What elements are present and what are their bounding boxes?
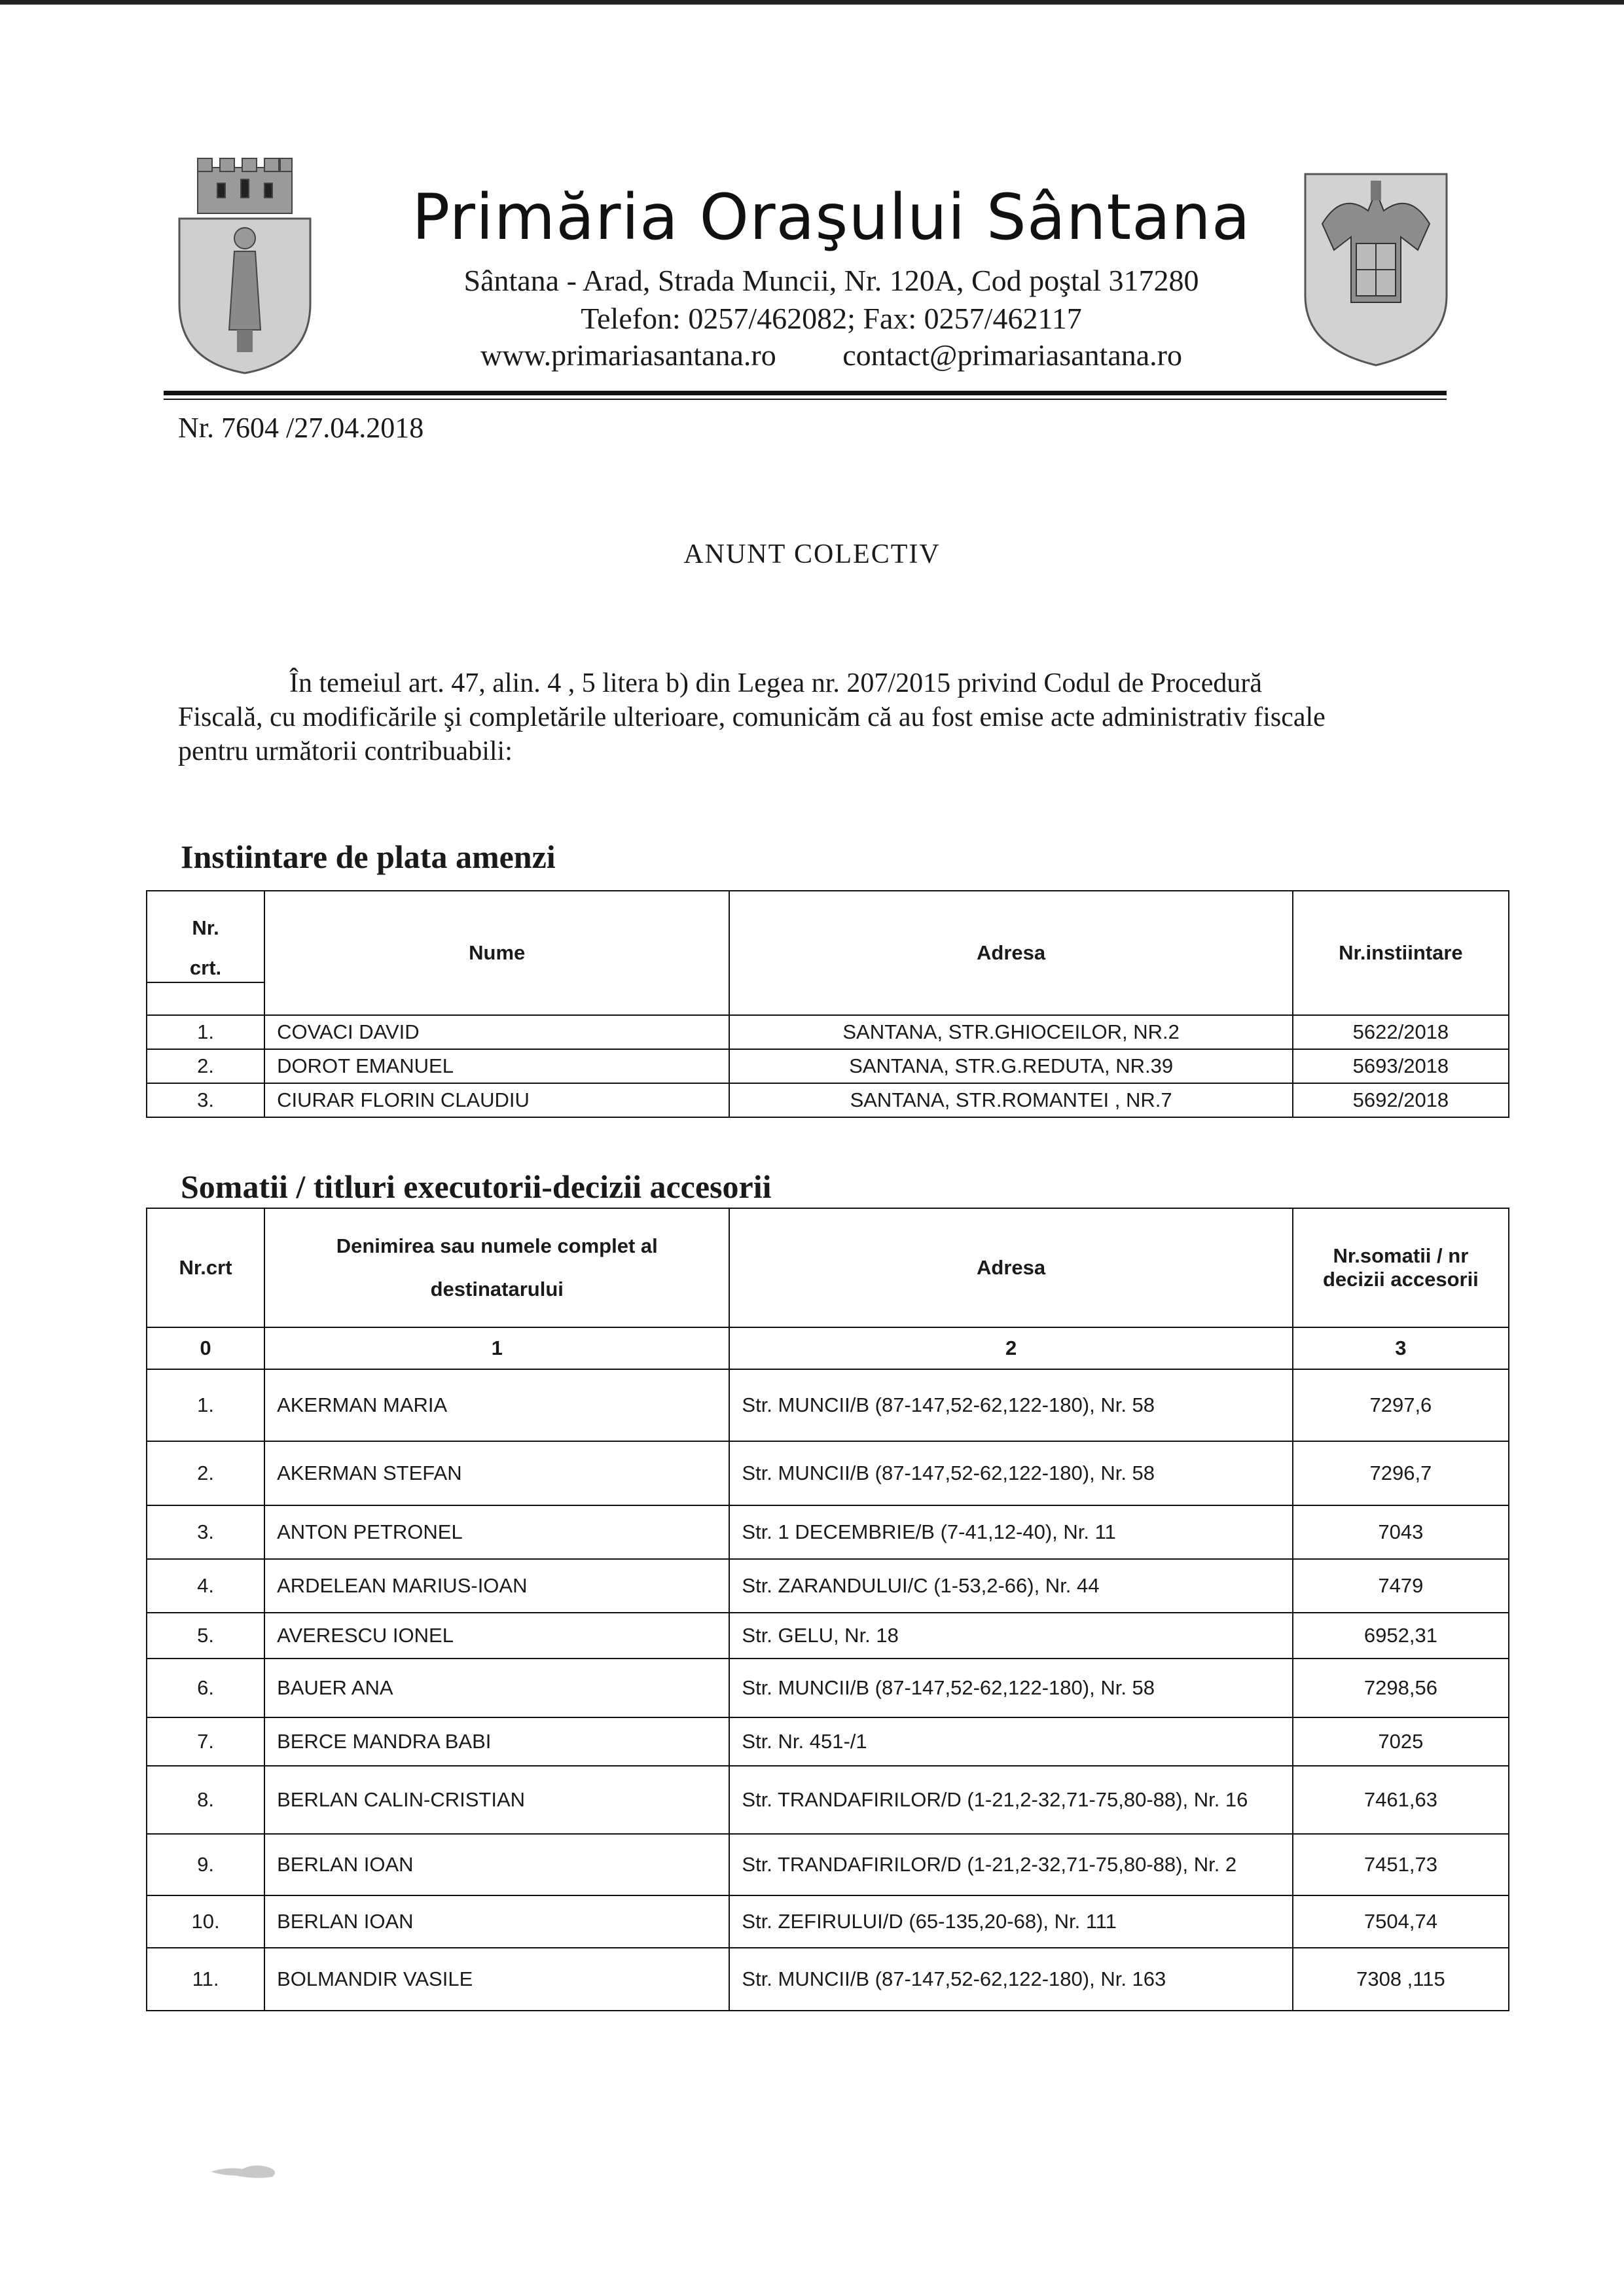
row-name: AKERMAN MARIA (264, 1369, 729, 1441)
institution-title: Primăria Oraşului Sântana (412, 181, 1251, 254)
intro-paragraph (178, 666, 1435, 768)
row-name: COVACI DAVID (264, 1015, 729, 1049)
row-address: Str. 1 DECEMBRIE/B (7-41,12-40), Nr. 11 (729, 1505, 1292, 1559)
row-name: BERCE MANDRA BABI (264, 1717, 729, 1766)
table-row (147, 1369, 1509, 1441)
row-number-value: 6952,31 (1293, 1613, 1509, 1659)
row-number: 1. (147, 1015, 264, 1049)
row-address: Str. MUNCII/B (87-147,52-62,122-180), Nr. 163 (729, 1948, 1292, 2011)
row-address: Str. Nr. 451-/1 (729, 1717, 1292, 1766)
row-name: ANTON PETRONEL (264, 1505, 729, 1559)
top-border-line (0, 0, 1624, 5)
institution-contacts (367, 338, 1296, 372)
table-header-row (147, 1208, 1509, 1327)
town-coat-of-arms-logo (171, 153, 318, 376)
table-row (147, 1895, 1509, 1948)
header-number: Nr.instiintare (1293, 891, 1509, 1015)
row-number: 2. (147, 1049, 264, 1083)
header-number-line-1: Nr.somatii / nr (1333, 1244, 1469, 1267)
row-address: Str. MUNCII/B (87-147,52-62,122-180), Nr. 58 (729, 1369, 1292, 1441)
row-name: AVERESCU IONEL (264, 1613, 729, 1659)
header-nr-top: Nr. (147, 891, 264, 954)
document-title: ANUNT COLECTIV (683, 539, 941, 569)
row-number: 1. (147, 1369, 264, 1441)
header-name (264, 1208, 729, 1327)
table-row (147, 1559, 1509, 1613)
row-number-value: 7479 (1293, 1559, 1509, 1613)
header-rule-thin (164, 399, 1447, 400)
row-number-value: 5622/2018 (1293, 1015, 1509, 1049)
summons-table-body (147, 1369, 1509, 2011)
row-number-value: 7308 ,115 (1293, 1948, 1509, 2011)
summons-table (146, 1208, 1509, 2011)
institution-address: Sântana - Arad, Strada Muncii, Nr. 120A, Cod poştal 317280 (463, 264, 1199, 297)
row-number: 5. (147, 1613, 264, 1659)
row-number-value: 7504,74 (1293, 1895, 1509, 1948)
row-number: 7. (147, 1717, 264, 1766)
romania-coat-of-arms-logo (1303, 171, 1449, 368)
row-address: SANTANA, STR.GHIOCEILOR, NR.2 (729, 1015, 1292, 1049)
intro-line-2: Fiscală, cu modificările şi completările ulterioare, comunicăm că au fost emise acte administrativ fiscale (178, 702, 1326, 732)
row-name: BOLMANDIR VASILE (264, 1948, 729, 2011)
header-name-line-1: Denimirea sau numele complet al (336, 1234, 658, 1257)
email-link[interactable]: contact@primariasantana.ro (842, 338, 1182, 372)
column-index-row (147, 1327, 1509, 1369)
row-number: 10. (147, 1895, 264, 1948)
table-row (147, 1766, 1509, 1834)
row-name: AKERMAN STEFAN (264, 1441, 729, 1505)
column-index: 3 (1293, 1327, 1509, 1369)
table-row (147, 1834, 1509, 1895)
table-row (147, 1083, 1509, 1117)
scan-smudge-mark (209, 2160, 281, 2182)
row-number: 6. (147, 1659, 264, 1717)
table-row (147, 1505, 1509, 1559)
row-number-value: 7043 (1293, 1505, 1509, 1559)
table-row (147, 1613, 1509, 1659)
row-number-value: 5692/2018 (1293, 1083, 1509, 1117)
institution-phone-fax: Telefon: 0257/462082; Fax: 0257/462117 (581, 302, 1082, 335)
header-rule-thick (164, 391, 1447, 395)
document-number: Nr. 7604 /27.04.2018 (178, 412, 424, 444)
row-number: 3. (147, 1505, 264, 1559)
row-number-value: 7025 (1293, 1717, 1509, 1766)
row-number: 8. (147, 1766, 264, 1834)
table-row (147, 1948, 1509, 2011)
table-header-row (147, 891, 1509, 954)
row-name: DOROT EMANUEL (264, 1049, 729, 1083)
fines-table (146, 890, 1509, 1118)
column-index: 1 (264, 1327, 729, 1369)
intro-line-3: pentru următorii contribuabili: (178, 736, 513, 766)
website-link[interactable]: www.primariasantana.ro (480, 338, 776, 372)
table-row (147, 1049, 1509, 1083)
row-number-value: 5693/2018 (1293, 1049, 1509, 1083)
row-address: SANTANA, STR.G.REDUTA, NR.39 (729, 1049, 1292, 1083)
row-address: Str. ZARANDULUI/C (1-53,2-66), Nr. 44 (729, 1559, 1292, 1613)
section-2-title: Somatii / titluri executorii-decizii accesorii (181, 1168, 772, 1205)
row-address: SANTANA, STR.ROMANTEI , NR.7 (729, 1083, 1292, 1117)
header-nr-bottom: crt. (147, 954, 264, 982)
row-number-value: 7451,73 (1293, 1834, 1509, 1895)
fines-table-body (147, 1015, 1509, 1117)
header-name-line-2: destinatarului (430, 1278, 564, 1300)
row-name: BERLAN CALIN-CRISTIAN (264, 1766, 729, 1834)
row-number: 4. (147, 1559, 264, 1613)
header-number-line-2: decizii accesorii (1323, 1268, 1479, 1291)
header-empty-cell (147, 982, 264, 1015)
row-number-value: 7296,7 (1293, 1441, 1509, 1505)
row-address: Str. MUNCII/B (87-147,52-62,122-180), Nr. 58 (729, 1659, 1292, 1717)
table-row (147, 1659, 1509, 1717)
column-index: 2 (729, 1327, 1292, 1369)
row-name: ARDELEAN MARIUS-IOAN (264, 1559, 729, 1613)
header-name: Nume (264, 891, 729, 1015)
header-nr: Nr.crt (147, 1208, 264, 1327)
row-address: Str. GELU, Nr. 18 (729, 1613, 1292, 1659)
table-row (147, 1717, 1509, 1766)
intro-line-1: În temeiul art. 47, alin. 4 , 5 litera b) din Legea nr. 207/2015 privind Codul de Procedură (289, 668, 1262, 698)
row-number: 9. (147, 1834, 264, 1895)
header-number (1293, 1208, 1509, 1327)
row-address: Str. TRANDAFIRILOR/D (1-21,2-32,71-75,80-88), Nr. 2 (729, 1834, 1292, 1895)
row-number-value: 7461,63 (1293, 1766, 1509, 1834)
header-address: Adresa (729, 891, 1292, 1015)
row-address: Str. MUNCII/B (87-147,52-62,122-180), Nr. 58 (729, 1441, 1292, 1505)
row-address: Str. TRANDAFIRILOR/D (1-21,2-32,71-75,80-88), Nr. 16 (729, 1766, 1292, 1834)
row-name: BERLAN IOAN (264, 1834, 729, 1895)
row-name: BERLAN IOAN (264, 1895, 729, 1948)
row-address: Str. ZEFIRULUI/D (65-135,20-68), Nr. 111 (729, 1895, 1292, 1948)
row-number: 2. (147, 1441, 264, 1505)
table-row (147, 1441, 1509, 1505)
row-number-value: 7298,56 (1293, 1659, 1509, 1717)
row-number-value: 7297,6 (1293, 1369, 1509, 1441)
section-1-title: Instiintare de plata amenzi (181, 838, 556, 875)
row-number: 3. (147, 1083, 264, 1117)
row-number: 11. (147, 1948, 264, 2011)
column-index: 0 (147, 1327, 264, 1369)
row-name: BAUER ANA (264, 1659, 729, 1717)
table-row (147, 1015, 1509, 1049)
row-name: CIURAR FLORIN CLAUDIU (264, 1083, 729, 1117)
header-address: Adresa (729, 1208, 1292, 1327)
